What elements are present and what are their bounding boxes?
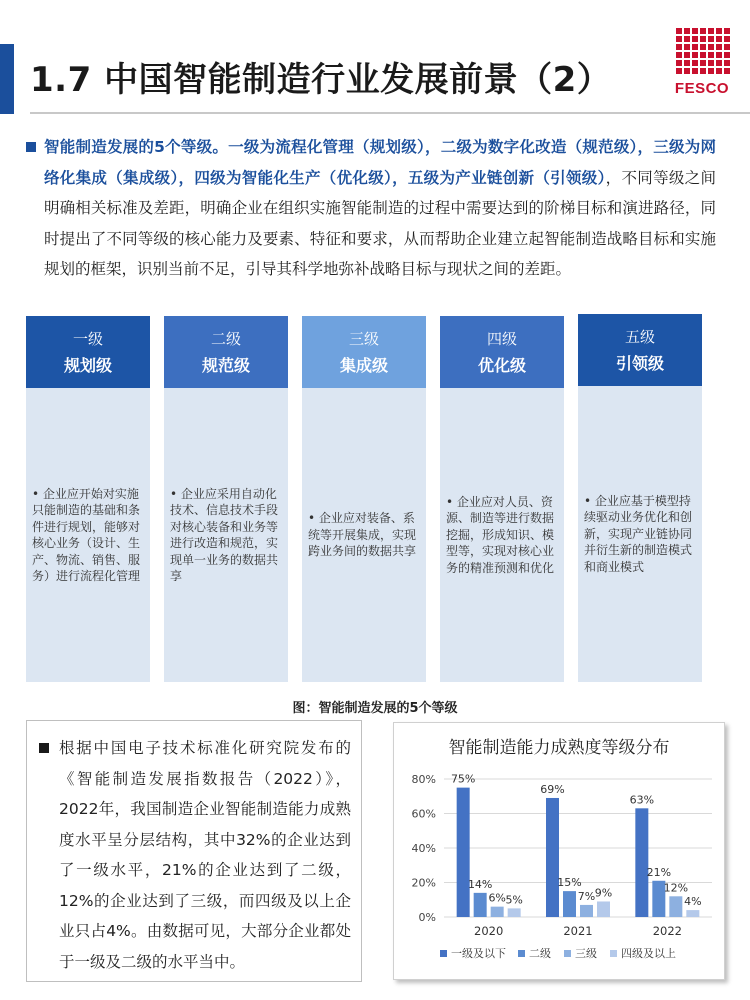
level-3-description: • 企业应对装备、系统等开展集成，实现跨业务间的数据共享	[308, 511, 417, 559]
logo-dot	[724, 60, 730, 66]
level-1-header	[26, 316, 150, 388]
logo-dot	[692, 36, 698, 42]
chart-legend-swatch	[518, 950, 525, 957]
fesco-logo	[672, 28, 732, 104]
logo-dot	[684, 44, 690, 50]
title-accent-bar	[0, 44, 14, 114]
chart-svg	[394, 723, 724, 979]
logo-dot	[724, 68, 730, 74]
level-column-2	[164, 316, 288, 682]
logo-dot	[708, 52, 714, 58]
chart-data-labels	[451, 773, 702, 908]
figure-caption: 图：智能制造发展的5个等级	[292, 701, 458, 716]
level-5-header	[578, 314, 702, 386]
report-textbox	[26, 720, 362, 982]
level-4-description: • 企业应对人员、资源、制造等进行数据挖掘，形成知识、模型等，实现对核心业务的精准预测和优化	[446, 494, 555, 575]
level-column-4	[440, 316, 564, 682]
chart-y-tick-label: 20%	[411, 876, 436, 890]
chart-data-label: 69%	[540, 782, 565, 796]
logo-dot	[716, 36, 722, 42]
chart-legend-label: 三级	[575, 947, 597, 960]
level-2-level: 二级	[210, 330, 241, 348]
chart-bar	[491, 907, 504, 917]
chart-legend	[440, 946, 676, 960]
logo-dot	[692, 44, 698, 50]
level-1-description: • 企业应开始对实施只能制造的基础和条件进行规划，能够对核心业务（设计、生产、物流、销售、服务）进行流程化管理	[32, 486, 141, 583]
logo-dot	[676, 28, 682, 34]
level-2-header	[164, 316, 288, 388]
chart-data-label: 9%	[594, 886, 613, 900]
level-3-header	[302, 316, 426, 388]
logo-dot	[700, 28, 706, 34]
chart-bar	[580, 905, 593, 917]
chart-x-tick-label: 2022	[652, 924, 682, 938]
chart-bar	[597, 901, 610, 917]
logo-dot	[676, 68, 682, 74]
square-bullet-icon	[26, 142, 36, 152]
chart-data-label: 14%	[467, 877, 493, 891]
logo-dot	[708, 44, 714, 50]
title-divider	[30, 112, 750, 114]
logo-dot	[708, 28, 714, 34]
logo-dot	[716, 44, 722, 50]
chart-data-label: 15%	[557, 876, 582, 890]
chart-legend-swatch	[610, 950, 617, 957]
level-5-level: 五级	[624, 328, 655, 346]
level-4-name: 优化级	[477, 356, 526, 375]
logo-dot	[684, 36, 690, 42]
chart-data-label: 6%	[488, 891, 506, 905]
logo-dot	[700, 68, 706, 74]
chart-data-label: 5%	[505, 893, 523, 907]
page-title: 1.7 中国智能制造行业发展前景（2）	[30, 60, 612, 100]
square-bullet-icon	[39, 743, 49, 753]
level-5-name: 引领级	[615, 354, 664, 373]
logo-dot	[708, 36, 714, 42]
chart-data-label: 21%	[646, 865, 672, 879]
chart-y-tick-label: 80%	[411, 773, 436, 786]
logo-text: FESCO	[674, 80, 730, 97]
logo-dot	[724, 44, 730, 50]
logo-dot	[692, 68, 698, 74]
logo-dot	[684, 60, 690, 66]
chart-y-ticks	[412, 773, 436, 924]
chart-legend-swatch	[440, 950, 447, 957]
chart-bar	[635, 808, 648, 917]
chart-legend-label: 一级及以下	[451, 947, 506, 960]
logo-dot	[692, 28, 698, 34]
chart-bar	[474, 893, 487, 917]
logo-dot	[716, 52, 722, 58]
logo-dot	[684, 28, 690, 34]
chart-bar	[669, 896, 682, 917]
level-5-description: • 企业应基于模型持续驱动业务优化和创新，实现产业链协同并衍生新的制造模式和商业模式	[584, 493, 693, 574]
maturity-chart	[393, 722, 725, 980]
chart-bar	[563, 891, 576, 917]
chart-x-tick-label: 2020	[474, 924, 504, 938]
chart-bar	[508, 908, 521, 917]
chart-y-tick-label: 0%	[418, 911, 436, 924]
chart-x-ticks	[474, 924, 682, 938]
logo-dot	[724, 28, 730, 34]
logo-dot	[684, 68, 690, 74]
logo-dot-grid-icon	[676, 28, 730, 74]
level-4-header	[440, 316, 564, 388]
logo-dot	[716, 68, 722, 74]
logo-dot	[700, 60, 706, 66]
logo-dot	[724, 52, 730, 58]
logo-dot	[676, 52, 682, 58]
chart-data-label: 7%	[577, 889, 596, 903]
level-columns	[26, 316, 726, 682]
intro-body: ，不同等级之间明确相关标准及差距，明确企业在组织实施智能制造的过程中需要达到的阶梯目标和演进路径，同时提出了不同等级的核心能力及要素、特征和要求，从而帮助企业建立起智能制造战略目标和实施规划的框架，识别当前不足，引导其科学地弥补战略目标与现状之间的差距。	[44, 168, 716, 278]
chart-data-label: 12%	[663, 881, 689, 895]
chart-y-tick-label: 60%	[411, 807, 436, 821]
chart-y-tick-label: 40%	[411, 842, 436, 855]
report-text: 根据中国电子技术标准化研究院发布的《智能制造发展指数报告（2022）》，2022年，我国制造企业智能制造能力成熟度水平呈分层结构，其中32%的企业达到了一级水平，21%的企业达到了二级，12%的企业达到了三级，而四级及以上企业只占4%。由数据可见，大部分企业都处于一级及二级的水平当中。	[59, 739, 351, 971]
chart-bar	[546, 798, 559, 917]
level-3-name: 集成级	[339, 356, 388, 375]
level-1-level: 一级	[72, 330, 103, 348]
logo-dot	[676, 60, 682, 66]
chart-bar	[686, 910, 699, 917]
chart-legend-label: 二级	[529, 947, 551, 960]
level-column-1	[26, 316, 150, 682]
logo-dot	[684, 52, 690, 58]
chart-title: 智能制造能力成熟度等级分布	[448, 738, 670, 758]
chart-data-label: 75%	[450, 772, 476, 786]
logo-dot	[692, 60, 698, 66]
logo-dot	[716, 60, 722, 66]
chart-data-label: 4%	[684, 895, 702, 909]
logo-dot	[716, 28, 722, 34]
chart-legend-swatch	[564, 950, 571, 957]
intro-paragraph	[26, 132, 716, 285]
level-column-5	[578, 314, 702, 682]
logo-dot	[676, 44, 682, 50]
chart-bar	[457, 788, 470, 917]
level-2-name: 规范级	[201, 356, 250, 375]
logo-dot	[724, 36, 730, 42]
logo-dot	[692, 52, 698, 58]
level-column-3	[302, 316, 426, 682]
chart-legend-label: 四级及以上	[621, 947, 676, 960]
level-1-name: 规划级	[63, 356, 112, 375]
level-2-description: • 企业应采用自动化技术、信息技术手段对核心装备和业务等进行改造和规范，实现单一业务的数据共享	[170, 486, 279, 583]
level-3-level: 三级	[348, 330, 379, 348]
chart-data-label: 63%	[629, 793, 655, 807]
logo-dot	[676, 36, 682, 42]
logo-dot	[700, 44, 706, 50]
logo-dot	[700, 52, 706, 58]
level-4-level: 四级	[486, 330, 517, 348]
logo-dot	[708, 68, 714, 74]
intro-highlight: 智能制造发展的5个等级。一级为流程化管理（规划级），二级为数字化改造（规范级），三级为网络化集成（集成级），四级为智能化生产（优化级），五级为产业链创新（引领级）	[44, 138, 716, 187]
logo-dot	[708, 60, 714, 66]
chart-x-tick-label: 2021	[563, 924, 593, 938]
logo-dot	[700, 36, 706, 42]
